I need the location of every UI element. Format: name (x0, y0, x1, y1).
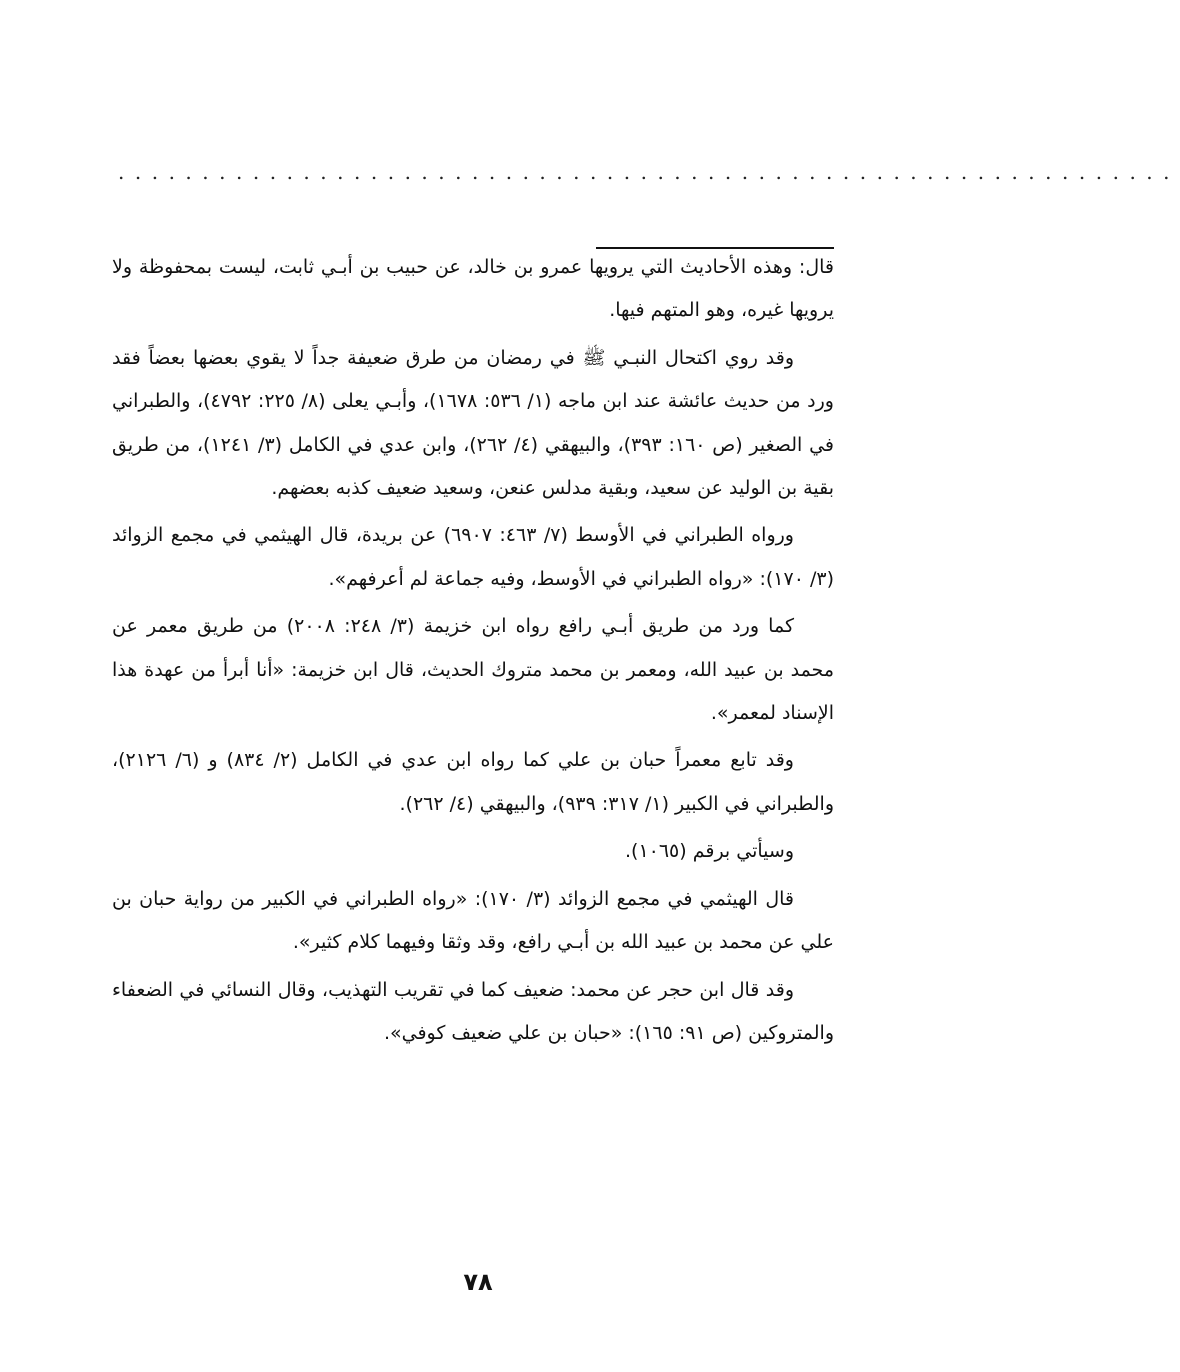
paragraph: وقد قال ابن حجر عن محمد: ضعيف كما في تقريب التهذيب، وقال النسائي في الضعفاء والمتروكين (ص ٩١: ١٦٥): «حبان بن علي ضعيف كوفي». (112, 978, 834, 1044)
footnote-text (112, 246, 834, 1059)
paragraph: ورواه الطبراني في الأوسط (٧/ ٤٦٣: ٦٩٠٧) عن بريدة، قال الهيثمي في مجمع الزوائد (٣/ ١٧٠): «رواه الطبراني في الأوسط، وفيه جماعة لم أعرفهم». (112, 524, 834, 590)
paragraph: كما ورد من طريق أبـي رافع رواه ابن خزيمة (٣/ ٢٤٨: ٢٠٠٨) من طريق معمر عن محمد بن عبيد الله، ومعمر بن محمد متروك الحديث، قال ابن خزيمة: «أنا أبرأ من عهدة هذا الإسناد لمعمر». (112, 615, 834, 725)
dotted-separator: ............................................................... (118, 160, 1180, 184)
paragraph: قال الهيثمي في مجمع الزوائد (٣/ ١٧٠): «رواه الطبراني في الكبير من رواية حبان بن علي عن محمد بن عبيد الله بن أبـي رافع، وقد وثقا وفيهما كلام كثير». (112, 887, 834, 954)
paragraph: وقد روي اكتحال النبـي ﷺ في رمضان من طرق ضعيفة جداً لا يقوي بعضها بعضاً فقد ورد من حديث عائشة عند ابن ماجه (١/ ٥٣٦: ١٦٧٨)، وأبـي يعلى (٨/ ٢٢٥: ٤٧٩٢)، والطبراني في الصغير (ص ١٦٠: ٣٩٣)، والبيهقي (٤/ ٢٦٢)، وابن عدي في الكامل (٣/ ١٢٤١)، من طريق بقية بن الوليد عن سعيد، وبقية مدلس عنعن، وسعيد ضعيف كذبه بعضهم. (112, 346, 834, 500)
page-number: ٧٨ (463, 1268, 493, 1296)
paragraph: قال: وهذه الأحاديث التي يرويها عمرو بن خالد، عن حبيب بن أبـي ثابت، ليست بمحفوظة ولا يرويها غيره، وهو المتهم فيها. (112, 256, 834, 322)
paragraph: وقد تابع معمراً حبان بن علي كما رواه ابن عدي في الكامل (٢/ ٨٣٤) و (٦/ ٢١٢٦)، والطبراني في الكبير (١/ ٣١٧: ٩٣٩)، والبيهقي (٤/ ٢٦٢). (112, 749, 834, 815)
paragraph: وسيأتي برقم (١٠٦٥). (624, 840, 794, 863)
